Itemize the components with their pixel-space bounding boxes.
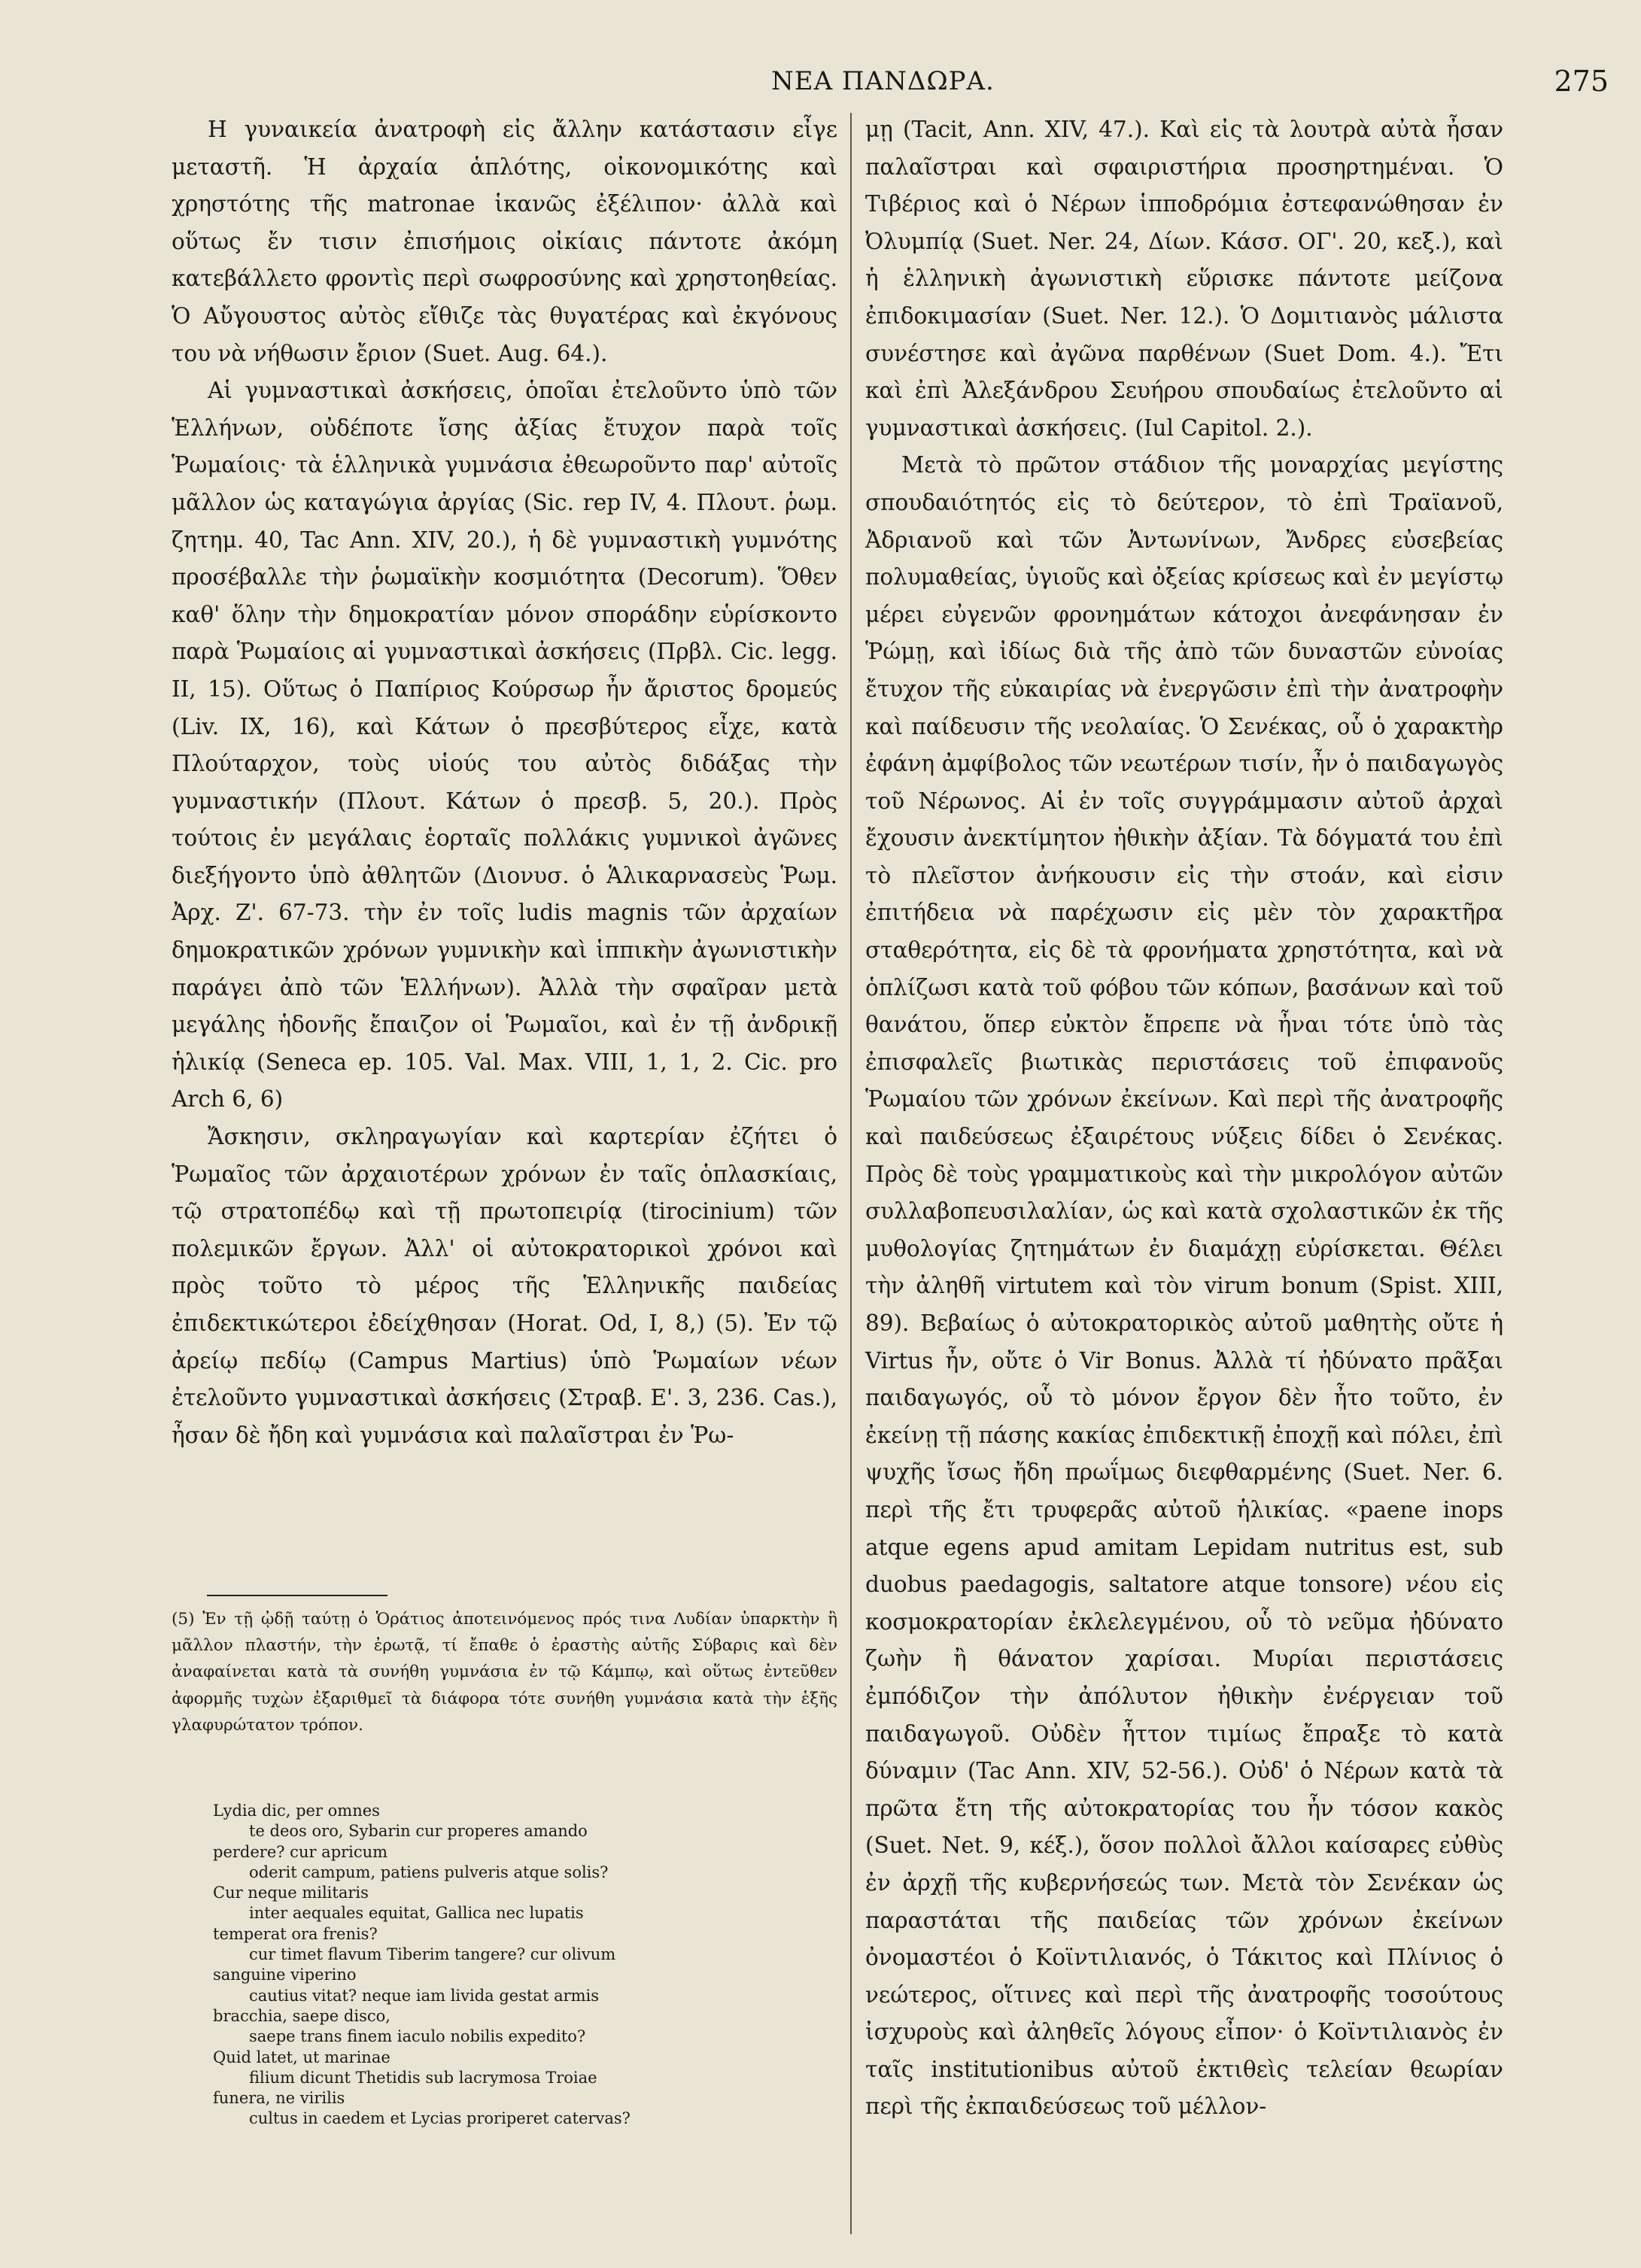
right-paragraph-2: Μετὰ τὸ πρῶτον στάδιον τῆς μοναρχίας μεγίστης σπουδαιότητός εἰς τὸ δεύτερον, τὸ ἐπὶ Τραϊανοῦ, Ἀδριανοῦ καὶ τῶν Ἀντωνίνων, Ἄνδρες εὐσεβείας πολυμαθείας, ὑγιοῦς καὶ ὀξείας κρίσεως καὶ ἐν μεγίστῳ μέρει εὐγενῶν φρονημάτων κάτοχοι ἀνεφάνησαν ἐν Ῥώμῃ, καὶ ἰδίως διὰ τῆς ἀπὸ τῶν δυναστῶν εὐνοίας ἔτυχον τῆς εὐκαιρίας νὰ ἐνεργῶσιν ἐπὶ τὴν ἀνατροφὴν καὶ παίδευσιν τῆς νεολαίας. Ὁ Σενέκας, οὗ ὁ χαρακτὴρ ἐφάνη ἀμφίβολος τῶν νεωτέρων τισίν, ἦν ὁ παιδαγωγὸς τοῦ Νέρωνος. Αἱ ἐν τοῖς συγγράμμασιν αὐτοῦ ἀρχαὶ ἔχουσιν ἀνεκτίμητον ἠθικὴν ἀξίαν. Τὰ δόγματά του ἐπὶ τὸ πλεῖστον ἀνήκουσιν εἰς τὴν στοάν, καὶ εἰσιν ἐπιτήδεια νὰ παρέχωσιν εἰς μὲν τὸν χαρακτῆρα σταθερότητα, εἰς δὲ τὰ φρονήματα χρηστότητα, καὶ νὰ ὁπλίζωσι κατὰ τοῦ φόβου τῶν κόπων, βασάνων καὶ τοῦ θανάτου, ὅπερ εὐκτὸν ἔπρεπε νὰ ἦναι τότε ὑπὸ τὰς ἐπισφαλεῖς βιωτικὰς περιστάσεις τοῦ ἐπιφανοῦς Ῥωμαίου τῶν χρόνων ἐκείνων. Καὶ περὶ τῆς ἀνατροφῆς καὶ παιδεύσεως ἐξαιρέτους νύξεις δίδει ὁ Σενέκας. Πρὸς δὲ τοὺς γραμματικοὺς καὶ τὴν μικρολόγον αὐτῶν συλλαβοπευσιλαλίαν, ὡς καὶ κατὰ σχολαστικῶν ἐκ τῆς μυθολογίας ζητημάτων ἐν διαμάχῃ εὑρίσκεται. Θέλει τὴν ἀληθῆ virtutem καὶ τὸν virum bonum (Spist. XIII, 89). Βεβαίως ὁ αὐτοκρατορικὸς αὐτοῦ μαθητὴς οὔτε ἡ Virtus ἦν, οὔτε ὁ Vir Bonus. Ἀλλὰ τί ἠδύνατο πρᾶξαι παιδαγωγός, οὗ τὸ μόνον ἔργον δὲν ἦτο τοῦτο, ἐν ἐκείνῃ τῇ πάσης κακίας ἐπιδεκτικῇ ἐποχῇ καὶ πόλει, ἐπὶ ψυχῆς ἴσως ἤδη πρωΐμως διεφθαρμένης (Suet. Ner. 6. περὶ τῆς ἔτι τρυφερᾶς αὐτοῦ ἡλικίας. «paene inops atque egens apud amitam Lepidam nutritus est, sub duobus paedagogis, saltatore atque tonsore) νέου εἰς κοσμοκρατορίαν ἐκλελεγμένου, οὗ τὸ νεῦμα ἠδύνατο ζωὴν ἢ θάνατον χαρίσαι. Μυρίαι περιστάσεις ἐμπόδιζον τὴν ἀπόλυτον ἠθικὴν ἐνέργειαν τοῦ παιδαγωγοῦ. Οὐδὲν ἧττον τιμίως ἔπραξε τὸ κατὰ δύναμιν (Tac Ann. XIV, 52-56.). Οὐδ' ὁ Νέρων κατὰ τὰ πρῶτα ἔτη τῆς αὐτοκρατορίας του ἦν τόσον κακὸς (Suet. Net. 9, κέξ.), ὅσον πολλοὶ ἄλλοι καίσαρες εὐθὺς ἐν ἀρχῇ τῆς κυβερνήσεώς των. Μετὰ τὸν Σενέκαν ὡς παραστάται τῆς παιδείας τῶν χρόνων ἐκείνων ὀνομαστέοι ὁ Κοϊντιλιανός, ὁ Τάκιτος καὶ Πλίνιος ὁ νεώτερος, οἵτινες καὶ περὶ τῆς ἀνατροφῆς τοσούτους ἰσχυροὺς καὶ ἀληθεῖς λόγους εἶπον· ὁ Κοϊντιλιανὸς ἐν ταῖς institutionibus αὐτοῦ ἐκτιθεὶς τελείαν θεωρίαν περὶ τῆς ἐκπαιδεύσεως τοῦ μέλλον-	[865, 452, 1503, 2120]
running-header-title: ΝΕΑ ΠΑΝΔΩΡΑ.	[771, 66, 995, 96]
verse-line: sanguine viperino	[213, 1966, 357, 1984]
right-paragraph-1: μῃ (Tacit, Ann. XIV, 47.). Καὶ εἰς τὰ λουτρὰ αὐτὰ ἦσαν παλαῖστραι καὶ σφαιριστήρια προσηρτημέναι. Ὁ Τιβέριος καὶ ὁ Νέρων ἱπποδρόμια ἐστεφανώθησαν ἐν Ὀλυμπίᾳ (Suet. Ner. 24, Δίων. Κάσσ. ΟΓ'. 20, κεξ.), καὶ ἡ ἑλληνικὴ ἀγωνιστικὴ εὕρισκε πάντοτε μείζονα ἐπιδοκιμασίαν (Suet. Ner. 12.). Ὁ Δομιτιανὸς μάλιστα συνέστησε καὶ ἀγῶνα παρθένων (Suet Dom. 4.). Ἔτι καὶ ἐπὶ Ἀλεξάνδρου Σευήρου σπουδαίως ἐτελοῦντο αἱ γυμναστικαὶ ἀσκήσεις. (Iul Capitol. 2.).	[865, 117, 1503, 441]
verse-line: filium dicunt Thetidis sub lacrymosa Troiae	[249, 2068, 597, 2087]
left-paragraph-3: Ἄσκησιν, σκληραγωγίαν καὶ καρτερίαν ἐζήτει ὁ Ῥωμαῖος τῶν ἀρχαιοτέρων χρόνων ἐν ταῖς ὁπλασκίαις, τῷ στρατοπέδῳ καὶ τῇ πρωτοπειρίᾳ (tirocinium) τῶν πολεμικῶν ἔργων. Ἀλλ' οἱ αὐτοκρατορικοὶ χρόνοι καὶ πρὸς τοῦτο τὸ μέρος τῆς Ἑλληνικῆς παιδείας ἐπιδεκτικώτεροι ἐδείχθησαν (Horat. Od, I, 8,) (5). Ἐν τῷ ἀρείῳ πεδίῳ (Campus Martius) ὑπὸ Ῥωμαίων νέων ἐτελοῦντο γυμναστικαὶ ἀσκήσεις (Στραβ. Ε'. 3, 236. Cas.), ἦσαν δὲ ἤδη καὶ γυμνάσια καὶ παλαῖστραι ἐν Ῥω-	[172, 1124, 837, 1448]
page-number: 275	[1554, 65, 1609, 98]
verse-line: perdere? cur apricum	[213, 1842, 388, 1861]
left-column	[172, 111, 837, 1454]
verse-line: cur timet flavum Tiberim tangere? cur olivum	[249, 1945, 616, 1964]
verse-line: saepe trans finem iaculo nobilis expedito?	[249, 2027, 586, 2046]
verse-line: funera, ne virilis	[213, 2089, 345, 2108]
verse-quotation	[213, 1801, 837, 2130]
verse-line: te deos oro, Sybarin cur properes amando	[249, 1822, 588, 1841]
verse-line: temperat ora frenis?	[213, 1924, 378, 1943]
footnote: (5) Ἐν τῇ ᾠδῇ ταύτῃ ὁ Ὁράτιος ἀποτεινόμενος πρός τινα Λυδίαν ὑπαρκτὴν ἢ μᾶλλον πλαστήν, τὴν ἐρωτᾷ, τί ἔπαθε ὁ ἐραστὴς αὐτῆς Σύβαρις καὶ δὲν ἀναφαίνεται κατὰ τὰ συνήθη γυμνάσια ἐν τῷ Κάμπῳ, καὶ οὕτως ἐντεῦθεν ἀφορμῆς τυχὼν ἐξαριθμεῖ τὰ διάφορα τότε συνήθη γυμνάσια κατὰ τὴν ἑξῆς γλαφυρώτατον τρόπον.	[172, 1610, 837, 1735]
verse-line: Quid latet, ut marinae	[213, 2048, 390, 2066]
verse-line: Lydia dic, per omnes	[213, 1802, 380, 1820]
verse-line: cautius vitat? neque iam livida gestat armis	[249, 1986, 600, 2005]
verse-line: cultus in caedem et Lycias proriperet catervas?	[249, 2109, 631, 2128]
right-column	[865, 111, 1503, 2126]
verse-line: oderit campum, patiens pulveris atque solis?	[249, 1863, 609, 1881]
column-divider	[850, 113, 852, 2234]
verse-line: inter aequales equitat, Gallica nec lupatis	[249, 1904, 584, 1923]
left-paragraph-1: Η γυναικεία ἀνατροφὴ εἰς ἄλλην κατάστασιν εἶγε μεταστῆ. Ἡ ἀρχαία ἁπλότης, οἰκονομικότης καὶ χρηστότης τῆς matronae ἱκανῶς ἐξέλιπον· ἀλλὰ καὶ οὕτως ἔν τισιν ἐπισήμοις οἰκίαις πάντοτε ἀκόμη κατεβάλλετο φροντὶς περὶ σωφροσύνης καὶ χρηστοηθείας. Ὁ Αὔγουστος αὐτὸς εἴθιζε τὰς θυγατέρας καὶ ἐκγόνους του νὰ νήθωσιν ἔριον (Suet. Aug. 64.).	[172, 117, 837, 366]
verse-line: Cur neque militaris	[213, 1884, 369, 1902]
left-paragraph-2: Αἱ γυμναστικαὶ ἀσκήσεις, ὁποῖαι ἐτελοῦντο ὑπὸ τῶν Ἑλλήνων, οὐδέποτε ἴσης ἀξίας ἔτυχον παρὰ τοῖς Ῥωμαίοις· τὰ ἑλληνικὰ γυμνάσια ἐθεωροῦντο παρ' αὐτοῖς μᾶλλον ὡς καταγώγια ἀργίας (Sic. rep IV, 4. Πλουτ. ῥωμ. ζητημ. 40, Tac Ann. XIV, 20.), ἡ δὲ γυμναστικὴ γυμνότης προσέβαλλε τὴν ῥωμαϊκὴν κοσμιότητα (Decorum). Ὅθεν καθ' ὅλην τὴν δημοκρατίαν μόνον σποράδην εὑρίσκοντο παρὰ Ῥωμαίοις αἱ γυμναστικαὶ ἀσκήσεις (Πρβλ. Cic. legg. II, 15). Οὕτως ὁ Παπίριος Κούρσωρ ἦν ἄριστος δρομεύς (Liv. IX, 16), καὶ Κάτων ὁ πρεσβύτερος εἶχε, κατὰ Πλούταρχον, τοὺς υἱούς του αὐτὸς διδάξας τὴν γυμναστικήν (Πλουτ. Κάτων ὁ πρεσβ. 5, 20.). Πρὸς τούτοις ἐν μεγάλαις ἑορταῖς πολλάκις γυμνικοὶ ἀγῶνες διεξήγοντο ὑπὸ ἀθλητῶν (Διονυσ. ὁ Ἁλικαρνασεὺς Ῥωμ. Ἀρχ. Ζ'. 67-73. τὴν ἐν τοῖς ludis magnis τῶν ἀρχαίων δημοκρατικῶν χρόνων γυμνικὴν καὶ ἱππικὴν ἀγωνιστικὴν παράγει ἀπὸ τῶν Ἑλλήνων). Ἀλλὰ τὴν σφαῖραν μετὰ μεγάλης ἡδονῆς ἔπαιζον οἱ Ῥωμαῖοι, καὶ ἐν τῇ ἀνδρικῇ ἡλικίᾳ (Seneca ep. 105. Val. Max. VIII, 1, 1, 2. Cic. pro Arch 6, 6)	[172, 378, 837, 1113]
verse-line: bracchia, saepe disco,	[213, 2006, 390, 2025]
footnote-rule	[207, 1595, 387, 1596]
